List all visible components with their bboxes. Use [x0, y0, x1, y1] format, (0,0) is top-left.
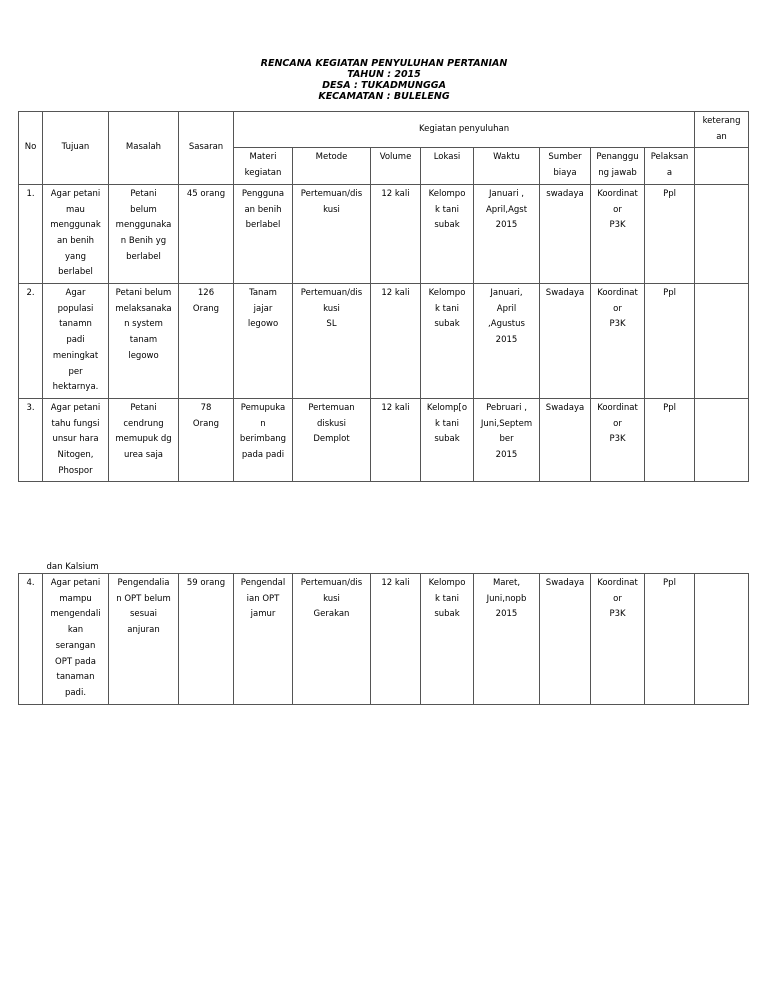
col-header-volume: Volume: [371, 148, 421, 184]
col-header-tujuan: Tujuan: [43, 112, 109, 185]
col-header-group: Kegiatan penyuluhan: [234, 112, 695, 148]
doc-title: RENCANA KEGIATAN PENYULUHAN PERTANIAN: [260, 58, 508, 69]
doc-district: KECAMATAN : BULELENG: [318, 91, 450, 102]
table-row: [19, 284, 749, 399]
cell-penanggung: Koordinat or P3K: [591, 574, 645, 705]
cell-tujuan: Agar petani tahu fungsi unsur hara Nitogen, Phospor: [43, 398, 109, 482]
cell-waktu: Januari, April ,Agustus 2015: [474, 284, 540, 399]
col-header-keterangan: keterang an: [695, 112, 749, 148]
cell-metode: Pertemuan/dis kusi SL: [293, 284, 371, 399]
cell-lokasi: Kelompo k tani subak: [421, 184, 474, 283]
col-header-penanggung: Penanggu ng jawab: [591, 148, 645, 184]
col-header-metode: Metode: [293, 148, 371, 184]
col-header-pelaksana: Pelaksan a: [645, 148, 695, 184]
cell-sumber: Swadaya: [540, 398, 591, 482]
col-header-lokasi: Lokasi: [421, 148, 474, 184]
cell-materi: Pengguna an benih berlabel: [234, 184, 293, 283]
cell-penanggung: Koordinat or P3K: [591, 184, 645, 283]
cell-no: 4.: [19, 574, 43, 705]
cell-keterangan: [695, 184, 749, 283]
cell-volume: 12 kali: [371, 184, 421, 283]
cell-waktu: Pebruari , Juni,Septem ber 2015: [474, 398, 540, 482]
cell-volume: 12 kali: [371, 398, 421, 482]
cell-masalah: Pengendalia n OPT belum sesuai anjuran: [109, 574, 179, 705]
col-header-waktu: Waktu: [474, 148, 540, 184]
col-header-sumber: Sumber biaya: [540, 148, 591, 184]
table-row: [19, 398, 749, 482]
cell-keterangan: [695, 398, 749, 482]
activity-plan-table: [18, 111, 749, 482]
cell-pelaksana: Ppl: [645, 398, 695, 482]
cell-metode: Pertemuan/dis kusi Gerakan: [293, 574, 371, 705]
cell-metode: Pertemuan diskusi Demplot: [293, 398, 371, 482]
cell-lokasi: Kelomp[o k tani subak: [421, 398, 474, 482]
activity-plan-table-continued: [18, 561, 749, 705]
doc-year: TAHUN : 2015: [347, 69, 421, 80]
cell-pelaksana: Ppl: [645, 184, 695, 283]
cell-masalah: Petani belum melaksanaka n system tanam legowo: [109, 284, 179, 399]
cell-tujuan: Agar populasi tanamn padi meningkat per hektarnya.: [43, 284, 109, 399]
cell-tujuan: Agar petani mau menggunak an benih yang berlabel: [43, 184, 109, 283]
cell-masalah: Petani cendrung memupuk dg urea saja: [109, 398, 179, 482]
cell-waktu: Maret, Juni,nopb 2015: [474, 574, 540, 705]
cell-lokasi: Kelompo k tani subak: [421, 574, 474, 705]
cell-sasaran: 126 Orang: [179, 284, 234, 399]
cell-keterangan: [695, 284, 749, 399]
cell-metode: Pertemuan/dis kusi: [293, 184, 371, 283]
table-row: [19, 184, 749, 283]
cell-no: 3.: [19, 398, 43, 482]
cell-materi: Pemupuka n berimbang pada padi: [234, 398, 293, 482]
cell-volume: 12 kali: [371, 574, 421, 705]
cell-materi: Pengendal ian OPT jamur: [234, 574, 293, 705]
cell-no: 2.: [19, 284, 43, 399]
cell-tujuan: Agar petani mampu mengendali kan serangan OPT pada tanaman padi.: [43, 574, 109, 705]
continuation-text: dan Kalsium: [43, 561, 179, 574]
col-header-materi: Materi kegiatan: [234, 148, 293, 184]
doc-village: DESA : TUKADMUNGGA: [322, 80, 446, 91]
cell-waktu: Januari , April,Agst 2015: [474, 184, 540, 283]
cell-penanggung: Koordinat or P3K: [591, 398, 645, 482]
cell-sumber: swadaya: [540, 184, 591, 283]
cell-pelaksana: Ppl: [645, 284, 695, 399]
cell-pelaksana: Ppl: [645, 574, 695, 705]
cell-sasaran: 59 orang: [179, 574, 234, 705]
col-header-no: No: [19, 112, 43, 185]
col-header-sasaran: Sasaran: [179, 112, 234, 185]
cell-sumber: Swadaya: [540, 574, 591, 705]
cell-penanggung: Koordinat or P3K: [591, 284, 645, 399]
cell-no: 1.: [19, 184, 43, 283]
cell-masalah: Petani belum menggunaka n Benih yg berlabel: [109, 184, 179, 283]
cell-volume: 12 kali: [371, 284, 421, 399]
cell-sasaran: 45 orang: [179, 184, 234, 283]
col-header-masalah: Masalah: [109, 112, 179, 185]
cell-sasaran: 78 Orang: [179, 398, 234, 482]
col-header-blank: [695, 148, 749, 184]
cell-keterangan: [695, 574, 749, 705]
cell-sumber: Swadaya: [540, 284, 591, 399]
cell-lokasi: Kelompo k tani subak: [421, 284, 474, 399]
table-row: [19, 574, 749, 705]
cell-materi: Tanam jajar legowo: [234, 284, 293, 399]
